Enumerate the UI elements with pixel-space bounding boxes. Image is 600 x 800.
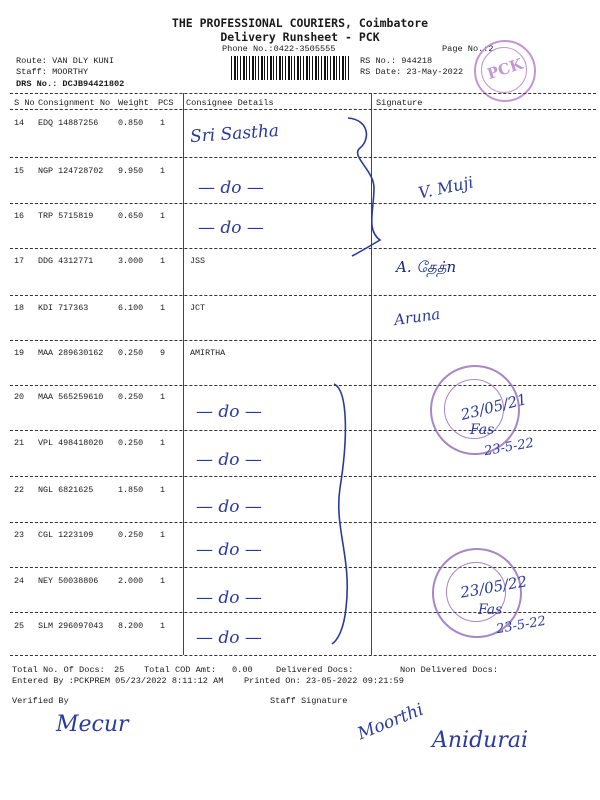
- col-weight: Weight: [118, 98, 149, 108]
- table-header-rule: [10, 109, 596, 110]
- row-consignment: NGL 6821625: [38, 485, 94, 495]
- row-pcs: 9: [160, 348, 166, 358]
- row-consignment: EDQ 14887256: [38, 118, 99, 128]
- row-consignment: NEY 50038806: [38, 576, 99, 586]
- row-weight: 2.000: [118, 576, 144, 586]
- company-title: THE PROFESSIONAL COURIERS, Coimbatore: [171, 16, 429, 30]
- row-consignee: JSS: [190, 256, 206, 266]
- stamp-handwritten-date-1: 23-5-22: [483, 435, 536, 460]
- cod-value: 0.00: [232, 665, 253, 675]
- row-consignment: MAA 565259610: [38, 392, 104, 402]
- row-sno: 15: [14, 166, 25, 176]
- staff-signature-1: Moorthi: [354, 699, 427, 745]
- row-sno: 21: [14, 438, 25, 448]
- row-sno: 20: [14, 392, 25, 402]
- delivered-docs-label: Delivered Docs:: [276, 665, 354, 675]
- row-sno: 17: [14, 256, 25, 266]
- row-pcs: 1: [160, 576, 166, 586]
- printed-on: Printed On: 23-05-2022 09:21:59: [244, 676, 404, 686]
- total-docs-label: Total No. Of Docs:: [12, 665, 105, 675]
- row-handwritten-consignee: — do —: [198, 178, 264, 198]
- phone-number: Phone No.:0422-3505555: [222, 44, 336, 54]
- col-pcs: PCS: [158, 98, 174, 108]
- total-docs-value: 25: [114, 665, 125, 675]
- entered-by: Entered By :PCKPREM 05/23/2022 8:11:12 AM: [12, 676, 224, 686]
- row-pcs: 1: [160, 530, 166, 540]
- row-handwritten-consignee: — do —: [196, 497, 262, 517]
- signature-row18: Aruna: [392, 304, 442, 330]
- rs-number: RS No.: 944218: [360, 56, 433, 66]
- row-pcs: 1: [160, 166, 166, 176]
- row-pcs: 1: [160, 392, 166, 402]
- row-separator: [10, 248, 596, 249]
- row-weight: 8.200: [118, 621, 144, 631]
- row-sno: 25: [14, 621, 25, 631]
- stamp-initials-1: Fas: [470, 422, 495, 438]
- row-handwritten-consignee: Sri Sastha: [189, 120, 280, 148]
- row-weight: 6.100: [118, 303, 144, 313]
- row-sno: 16: [14, 211, 25, 221]
- row-pcs: 1: [160, 438, 166, 448]
- rs-date: RS Date: 23-May-2022: [360, 67, 464, 77]
- row-separator: [10, 295, 596, 296]
- col-consignment: Consignment No: [38, 98, 111, 108]
- document-title: Delivery Runsheet - PCK: [220, 30, 380, 44]
- row-handwritten-consignee: — do —: [198, 218, 264, 238]
- row-handwritten-consignee: — do —: [196, 588, 262, 608]
- cod-label: Total COD Amt:: [144, 665, 217, 675]
- row-weight: 0.250: [118, 348, 144, 358]
- row-sno: 24: [14, 576, 25, 586]
- stamp-date-1: 23/05/21: [458, 390, 529, 424]
- non-delivered-docs-label: Non Delivered Docs:: [400, 665, 498, 675]
- row-consignment: KDI 717363: [38, 303, 89, 313]
- row-sno: 23: [14, 530, 25, 540]
- row-weight: 0.250: [118, 438, 144, 448]
- row-pcs: 1: [160, 485, 166, 495]
- route-label: Route: VAN DLY KUNI: [16, 56, 114, 66]
- row-pcs: 1: [160, 621, 166, 631]
- row-weight: 0.650: [118, 211, 144, 221]
- row-pcs: 1: [160, 256, 166, 266]
- signature-row15: V. Muji: [416, 172, 476, 203]
- row-consignment: CGL 1223109: [38, 530, 94, 540]
- row-separator: [10, 522, 596, 523]
- brace-mark-bottom: [326, 378, 366, 648]
- row-pcs: 1: [160, 303, 166, 313]
- row-weight: 3.000: [118, 256, 144, 266]
- verified-by-label: Verified By: [12, 696, 69, 706]
- row-separator: [10, 476, 596, 477]
- row-handwritten-consignee: — do —: [196, 402, 262, 422]
- row-weight: 0.250: [118, 530, 144, 540]
- row-consignment: DDG 4312771: [38, 256, 94, 266]
- row-weight: 1.850: [118, 485, 144, 495]
- row-weight: 0.250: [118, 392, 144, 402]
- barcode: [231, 56, 351, 80]
- table-top-rule: [10, 93, 596, 94]
- staff-signature-2: Anidurai: [432, 728, 529, 753]
- row-separator: [10, 203, 596, 204]
- stamp-handwritten-date-2: 23-5-22: [495, 613, 548, 638]
- row-consignment: SLM 296097043: [38, 621, 104, 631]
- row-pcs: 1: [160, 118, 166, 128]
- consignee-column-divider: [183, 93, 184, 655]
- col-signature: Signature: [376, 98, 423, 108]
- row-handwritten-consignee: — do —: [196, 540, 262, 560]
- row-sno: 14: [14, 118, 25, 128]
- staff-signature-label: Staff Signature: [270, 696, 348, 706]
- row-consignment: MAA 289630162: [38, 348, 104, 358]
- stamp-date-2: 23/05/22: [458, 572, 529, 602]
- page-number: Page No.:2: [442, 44, 494, 54]
- table-bottom-rule: [10, 655, 596, 656]
- signature-row17: A. தேத்n: [396, 258, 457, 276]
- row-sno: 19: [14, 348, 25, 358]
- row-handwritten-consignee: — do —: [196, 628, 262, 648]
- stamp-initials-2: Fas: [478, 602, 503, 618]
- row-weight: 0.850: [118, 118, 144, 128]
- row-consignment: VPL 498418020: [38, 438, 104, 448]
- row-consignee: AMIRTHA: [190, 348, 226, 358]
- row-separator: [10, 340, 596, 341]
- verified-by-signature: Mecur: [56, 712, 129, 737]
- drs-number: DRS No.: DCJB94421802: [16, 79, 125, 89]
- col-consignee: Consignee Details: [186, 98, 274, 108]
- row-sno: 22: [14, 485, 25, 495]
- col-sno: S No: [14, 98, 35, 108]
- brace-mark-top: [330, 110, 390, 260]
- row-consignment: TRP 5715819: [38, 211, 94, 221]
- row-pcs: 1: [160, 211, 166, 221]
- row-weight: 9.950: [118, 166, 144, 176]
- row-consignment: NGP 124728702: [38, 166, 104, 176]
- pck-stamp-text: PCK: [484, 54, 526, 84]
- row-handwritten-consignee: — do —: [196, 450, 262, 470]
- row-separator: [10, 157, 596, 158]
- staff-label: Staff: MOORTHY: [16, 67, 89, 77]
- row-consignee: JCT: [190, 303, 206, 313]
- row-sno: 18: [14, 303, 25, 313]
